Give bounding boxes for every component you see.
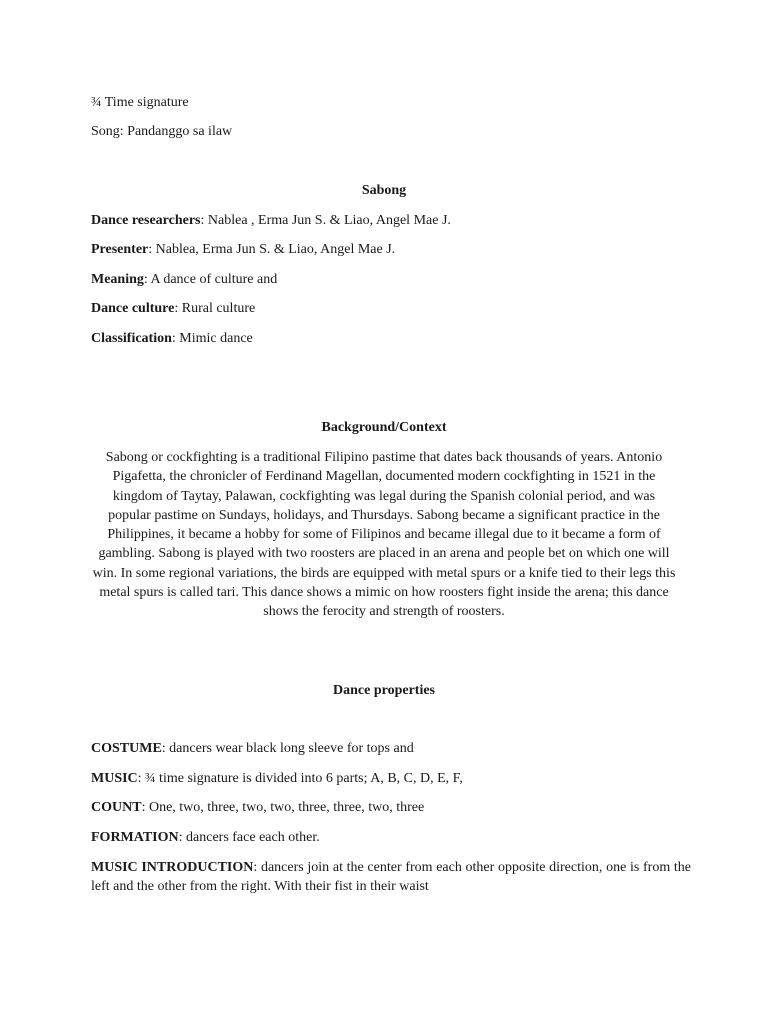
- field-label: FORMATION: [91, 830, 179, 845]
- field-label: COUNT: [91, 800, 142, 815]
- dance-title: Sabong: [361, 183, 407, 198]
- field-classification: [91, 330, 253, 348]
- field-formation: [91, 829, 320, 847]
- field-dance-researchers: [91, 212, 451, 230]
- field-label: MUSIC INTRODUCTION: [91, 860, 254, 875]
- field-meaning: [91, 271, 277, 289]
- field-value: : One, two, three, two, two, three, three, two, three: [141, 800, 425, 815]
- field-value: : A dance of culture and: [143, 272, 278, 287]
- field-label: Dance culture: [91, 301, 175, 316]
- field-label: MUSIC: [91, 771, 138, 786]
- background-paragraph: Sabong or cockfighting is a traditional Filipino pastime that dates back thousands of years. Antonio Pigafetta, the chronicler of Ferdinand Magellan, documented modern cockfighting in 1521 in the kingdom of Taytay, Palawan, cockfighting was legal during the Spanish colonial period, and was popular pastime on Sundays, holidays, and Thursdays. Sabong became a significant practice in the Philippines, it became a hobby for some of Filipinos and became illegal due to it became a form of gambling. Sabong is played with two roosters are placed in an arena and people bet on which one will win. In some regional variations, the birds are equipped with metal spurs or a knife tied to their legs this metal spurs is called tari. This dance shows a mimic on how roosters fight inside the arena; this dance shows the ferocity and strength of roosters.: [92, 450, 676, 620]
- field-value: : Mimic dance: [171, 331, 253, 346]
- field-value: : dancers wear black long sleeve for tops and: [161, 741, 414, 756]
- field-value: : ¾ time signature is divided into 6 parts; A, B, C, D, E, F,: [137, 771, 463, 786]
- field-music: [91, 770, 463, 788]
- properties-heading: Dance properties: [333, 683, 435, 698]
- background-heading: Background/Context: [321, 420, 447, 435]
- field-label: COSTUME: [91, 741, 162, 756]
- field-label: Presenter: [91, 242, 149, 257]
- field-costume: [91, 740, 414, 758]
- field-value: : Nablea, Erma Jun S. & Liao, Angel Mae J.: [148, 242, 396, 257]
- field-value: : dancers face each other.: [178, 830, 320, 845]
- field-value: : dancers join at the center from each other opposite direction, one is from the left and the other from the right. With their fist in their waist: [91, 860, 691, 894]
- time-signature-line: ¾ Time signature: [91, 95, 189, 110]
- field-value: : Rural culture: [174, 301, 256, 316]
- field-music-introduction: [91, 858, 691, 896]
- field-presenter: [91, 241, 395, 259]
- field-label: Meaning: [91, 272, 144, 287]
- field-dance-culture: [91, 300, 255, 318]
- song-line: Song: Pandanggo sa ilaw: [91, 124, 233, 139]
- field-label: Classification: [91, 331, 172, 346]
- field-value: : Nablea , Erma Jun S. & Liao, Angel Mae J.: [200, 213, 451, 228]
- field-label: Dance researchers: [91, 213, 201, 228]
- field-count: [91, 799, 424, 817]
